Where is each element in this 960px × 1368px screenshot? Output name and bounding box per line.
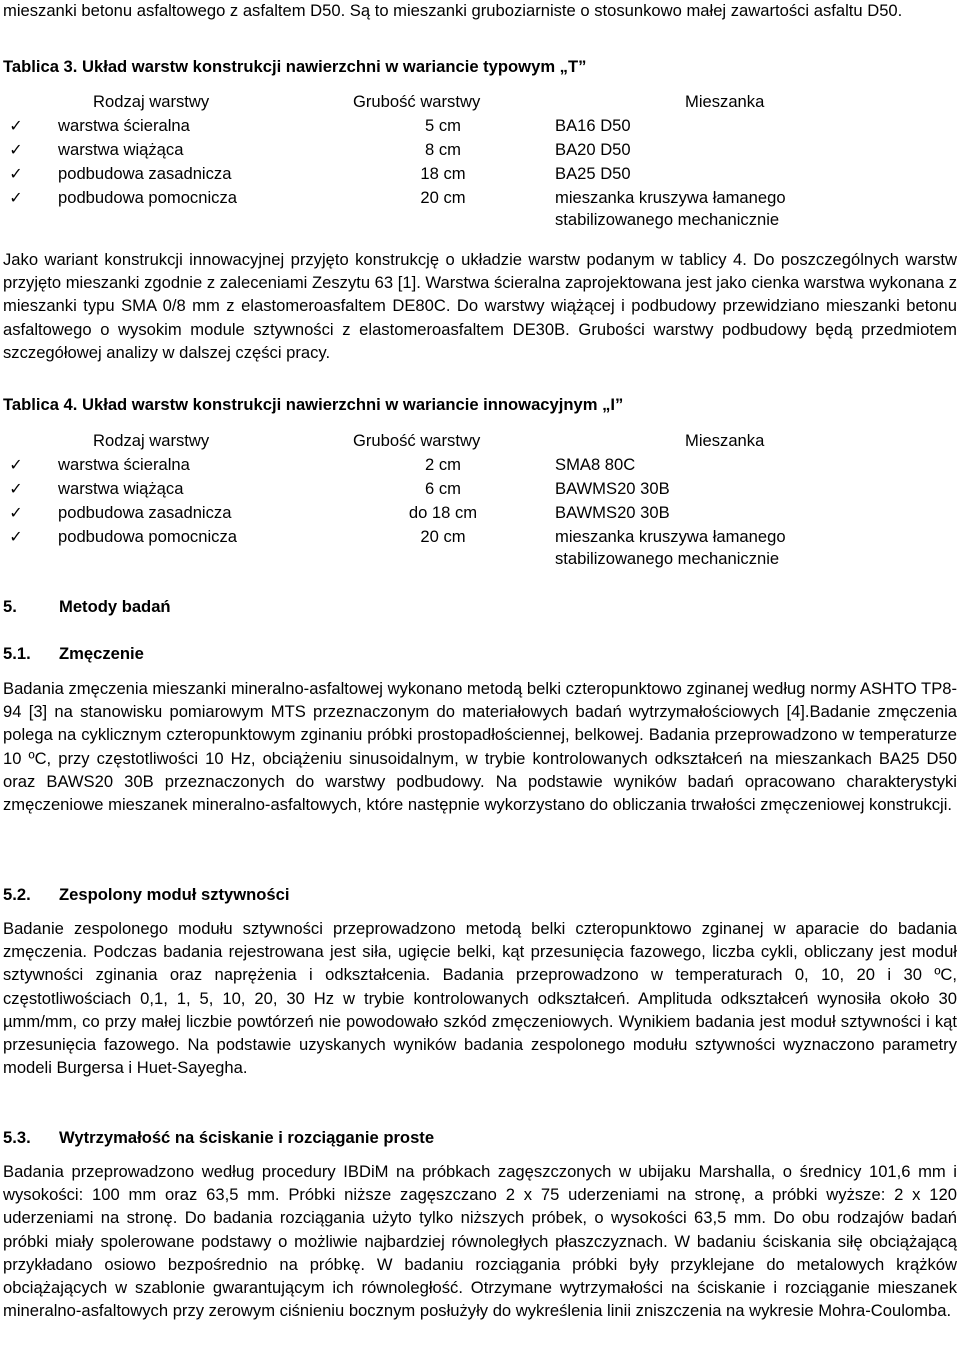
table4-thickness: do 18 cm [408, 503, 478, 522]
paragraph-variant-innovative: Jako wariant konstrukcji innowacyjnej przyjęto konstrukcję o układzie warstw podanym w tablicy 4. Do poszczególnych warstw przyjęto mieszanki zgodnie z zaleceniami Zeszytu 63 [1]. Warstwa ścieralna zaprojektowana jest jako cienka warstwa wykonana z mieszanki typu SMA 0/8 mm z elastomeroasfaltem DE80C. Do warstwy wiążącej i podbudowy przewidziano mieszanki betonu asfaltowego o wysokim module sztywności z elastomeroasfaltem DE30B. Grubości warstwy podbudowy będą przedmiotem szczegółowej analizy w dalszej części pracy. [3, 250, 957, 362]
table4-layer: warstwa wiążąca [58, 479, 184, 498]
section-title: Wytrzymałość na ściskanie i rozciąganie proste [59, 1128, 435, 1147]
section-number: 5.3. [3, 1128, 31, 1147]
table3-row [3, 162, 957, 186]
table3-layer: warstwa ścieralna [58, 116, 190, 135]
table3-mix: mieszanka kruszywa łamanego [555, 188, 786, 207]
section-number: 5. [3, 597, 17, 616]
section-5-3-text: Badania przeprowadzono według procedury IBDiM na próbkach zagęszczonych w ubijaku Marshalla, o średnicy 101,6 mm i wysokości: 100 mm oraz 63,5 mm. Próbki niższe zagęszczano 2 x 75 uderzeniami na stronę, a próbki wyższe: 2 x 120 uderzeniami na stronę. Do badania rozciągania użyto tylko niższych próbek, o wysokości 63,5 mm. Do obu rodzajów badań próbki miały spolerowane podstawy o możliwie najbardziej równoległych płaszczyznach. W badaniu ściskania siłę obciążającą przykładano osiowo bezpośrednio na próbkę. W badaniu rozciągania próbki były przyklejane do metalowych krążków obciążających w szablonie gwarantującym ich równoległość. Otrzymane wytrzymałości na ściskanie i rozciąganie mieszanek mineralno-asfaltowych przy zerowym ciśnieniu bocznym posłużyły do wykreślenia linii zniszczenia na wykresie Mohra-Coulomba. [3, 1162, 957, 1321]
table4-mix: BAWMS20 30B [555, 479, 670, 498]
table3-mix: BA16 D50 [555, 116, 631, 135]
section-5-1-text: Badania zmęczenia mieszanki mineralno-asfaltowej wykonano metodą belki czteropunktowo zginanej według normy ASHTO TP8-94 [3] na stanowisku pomiarowym MTS przeznaczonym do materiałowych badań wytrzymałościowych [4].Badanie zmęczenia polega na cyklicznym czteropunktowym zginaniu próbki prostopadłościennej, belkowej. Badania przeprowadzono w temperaturze 10 ºC, przy częstotliwości 10 Hz, obciążeniu sinusoidalnym, w trybie kontrolowanych odkształceń na mieszankach BA25 D50 oraz BAWS20 30B przeznaczonych do warstwy podbudowy. Na podstawie wyników badań opracowano charakterystyki zmęczeniowe mieszanek mineralno-asfaltowych, które następnie wykorzystano do obliczania trwałości zmęczeniowej konstrukcji. [3, 679, 958, 815]
table4-header-thickness: Grubość warstwy [353, 431, 481, 450]
section-title: Zespolony moduł sztywności [59, 885, 290, 904]
table4-thickness: 6 cm [425, 479, 461, 498]
table3-row [3, 114, 957, 138]
table4-thickness: 20 cm [420, 527, 466, 546]
table3-thickness: 18 cm [420, 164, 466, 183]
section-number: 5.2. [3, 885, 31, 904]
section-title: Zmęczenie [59, 644, 144, 663]
section-title: Metody badań [59, 597, 171, 616]
table4-row [3, 525, 957, 549]
table4-caption: Tablica 4. Układ warstw konstrukcji nawierzchni w wariancie innowacyjnym „I” [3, 395, 624, 414]
checkmark-icon: ✓ [9, 527, 23, 546]
intro-paragraph: mieszanki betonu asfaltowego z asfaltem D50. Są to mieszanki gruboziarniste o stosunkowo małej zawartości asfaltu D50. [3, 1, 903, 20]
table4-mix: mieszanka kruszywa łamanego [555, 527, 786, 546]
section-number: 5.1. [3, 644, 31, 663]
table3-thickness: 20 cm [420, 188, 466, 207]
table3-header-layer: Rodzaj warstwy [93, 92, 210, 111]
table4-thickness: 2 cm [425, 455, 461, 474]
table4-header-layer: Rodzaj warstwy [93, 431, 210, 450]
table4-mix: SMA8 80C [555, 455, 636, 474]
table4-row [3, 477, 957, 501]
checkmark-icon: ✓ [9, 140, 23, 159]
section-5-2-text: Badanie zespolonego modułu sztywności przeprowadzono metodą belki czteropunktowo zginanej w aparacie do badania zmęczenia. Podczas badania rejestrowana jest siła, ugięcie belki, kąt przesunięcia fazowego, liczba cykli, obliczany jest moduł sztywności zginania oraz naprężenia i odkształcenia. Badania przeprowadzono w temperaturach 0, 10, 20 i 30 ºC, częstotliwościach 0,1, 1, 5, 10, 20, 30 Hz w trybie kontrolowanych odkształceń. Amplituda odkształceń wynosiła około 30 µmm/mm, co przy małej liczbie powtórzeń nie powodowało szkód zmęczeniowych. Wynikiem badania jest moduł sztywności i kąt przesunięcia fazowego. Na podstawie uzyskanych wyników badania zespolonego modułu sztywności wyznaczono parametry modeli Burgersa i Huet-Sayegha. [3, 919, 957, 1078]
table3-row [3, 186, 957, 210]
checkmark-icon: ✓ [9, 503, 23, 522]
checkmark-icon: ✓ [9, 188, 23, 207]
section-heading-5-1 [3, 643, 144, 665]
table4-mix: BAWMS20 30B [555, 503, 670, 522]
table3-mix: BA25 D50 [555, 164, 631, 183]
section-heading-5-3 [3, 1127, 434, 1149]
table4-layer: warstwa ścieralna [58, 455, 190, 474]
table3-header-mix: Mieszanka [685, 92, 765, 111]
table3-layer: podbudowa zasadnicza [58, 164, 232, 183]
section-heading-5-2 [3, 884, 290, 906]
table3-layer: warstwa wiążąca [58, 140, 184, 159]
table4-row [3, 501, 957, 525]
checkmark-icon: ✓ [9, 455, 23, 474]
checkmark-icon: ✓ [9, 164, 23, 183]
table3-layer: podbudowa pomocnicza [58, 188, 237, 207]
checkmark-icon: ✓ [9, 479, 23, 498]
table4-mix-cont: stabilizowanego mechanicznie [555, 549, 780, 568]
table3-mix-cont: stabilizowanego mechanicznie [555, 210, 780, 229]
section-heading-5 [3, 596, 171, 618]
table3-row [3, 138, 957, 162]
table4-row [3, 453, 957, 477]
table4-layer: podbudowa pomocnicza [58, 527, 237, 546]
checkmark-icon: ✓ [9, 116, 23, 135]
table3-thickness: 8 cm [425, 140, 461, 159]
table3-mix: BA20 D50 [555, 140, 631, 159]
table3-header-thickness: Grubość warstwy [353, 92, 481, 111]
table3-thickness: 5 cm [425, 116, 461, 135]
table4-layer: podbudowa zasadnicza [58, 503, 232, 522]
table3-caption: Tablica 3. Układ warstw konstrukcji nawierzchni w wariancie typowym „T” [3, 57, 587, 76]
table4-header-mix: Mieszanka [685, 431, 765, 450]
